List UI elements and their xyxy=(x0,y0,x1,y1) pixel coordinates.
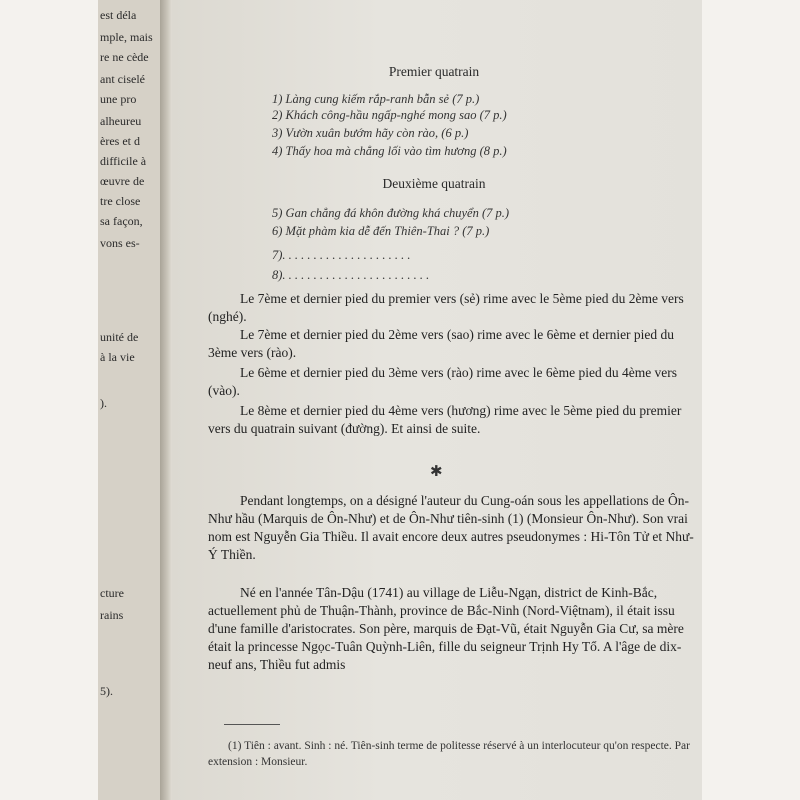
left-fragment: mple, mais xyxy=(100,30,153,44)
left-fragment: sa façon, xyxy=(100,214,143,228)
section-star-icon: ✱ xyxy=(430,464,443,480)
left-page xyxy=(98,0,160,800)
verse-line: 7). . . . . . . . . . . . . . . . . . . . . xyxy=(272,248,411,262)
book-gutter xyxy=(160,0,172,800)
verse-line: 3) Vườn xuân bướm hãy còn rào, (6 p.) xyxy=(272,126,469,140)
verse-line: 8). . . . . . . . . . . . . . . . . . . . . . . . xyxy=(272,268,430,282)
left-fragment: ant ciselé xyxy=(100,72,145,86)
verse-line: 6) Mặt phàm kia dễ đến Thiên-Thai ? (7 p.) xyxy=(272,224,490,238)
left-fragment: difficile à xyxy=(100,154,147,168)
left-fragment: unité de xyxy=(100,330,139,344)
left-fragment: à la vie xyxy=(100,350,135,364)
rhyme-rule: Le 8ème et dernier pied du 4ème vers (hương) rime avec le 5ème pied du premier vers du quatrain suivant (đường). Et ainsi de suite. xyxy=(208,403,682,436)
left-fragment: tre close xyxy=(100,194,141,208)
left-fragment: œuvre de xyxy=(100,174,145,188)
footnote: (1) Tiên : avant. Sinh : né. Tiên-sinh terme de politesse réservé à un interlocuteur qu'on respecte. Par extension : Monsieur. xyxy=(208,740,690,768)
heading-deuxieme-quatrain: Deuxième quatrain xyxy=(382,176,486,191)
footnote-divider xyxy=(224,724,280,725)
rhyme-rule: Le 7ème et dernier pied du 2ème vers (sao) rime avec le 6ème et dernier pied du 3ème vers (rào). xyxy=(208,327,675,360)
paragraph: Pendant longtemps, on a désigné l'auteur du Cung-oán sous les appellations de Ôn-Như hầu (Marquis de Ôn-Như) et de Ôn-Như tiên-sinh (1) (Monsieur Ôn-Như). Son vrai nom est Nguyễn Gia Thiều. Il avait encore deux autres pseudonymes : Hi-Tôn Tử et Như-Ý Thiền. xyxy=(208,493,694,562)
heading-premier-quatrain: Premier quatrain xyxy=(388,64,480,79)
left-fragment: ). xyxy=(100,396,107,410)
rhyme-rule: Le 6ème et dernier pied du 3ème vers (rào) rime avec le 6ème pied du 4ème vers (vào). xyxy=(208,365,678,398)
left-fragment: cture xyxy=(100,586,124,600)
left-fragment: rains xyxy=(100,608,124,622)
left-fragment: 5). xyxy=(100,684,113,698)
left-fragment: alheureu xyxy=(100,114,142,128)
paragraph: Né en l'année Tân-Dậu (1741) au village de Liễu-Ngạn, district de Kinh-Bắc, actuellement phủ de Thuận-Thành, province de Bắc-Ninh (Nord-Việtnam), il était issu d'une famille d'aristocrates. Son père, marquis de Đạt-Vũ, était Nguyễn Gia Cư, sa mère était la princesse Ngọc-Tuân Quỳnh-Liên, fille du seigneur Trịnh Hy Tổ. A l'âge de dix-neuf ans, Thiều fut admis xyxy=(208,585,684,672)
left-fragment: re ne cède xyxy=(100,50,149,64)
verse-line: 1) Làng cung kiếm rắp-ranh bẫn sẻ (7 p.) xyxy=(272,92,480,106)
verse-line: 4) Thấy hoa mà chẳng lối vào tìm hương (8 p.) xyxy=(272,144,507,158)
left-fragment: est déla xyxy=(100,8,137,22)
rhyme-rule: Le 7ème et dernier pied du premier vers (sẻ) rime avec le 5ème pied du 2ème vers (nghé). xyxy=(208,291,684,324)
verse-line: 5) Gan chẳng đá khôn đường khá chuyển (7 p.) xyxy=(272,206,510,220)
left-fragment: une pro xyxy=(100,92,137,106)
left-fragment: ères et d xyxy=(100,134,140,148)
verse-line: 2) Khách công-hầu ngấp-nghé mong sao (7 p.) xyxy=(272,108,507,122)
left-fragment: vons es- xyxy=(100,236,140,250)
